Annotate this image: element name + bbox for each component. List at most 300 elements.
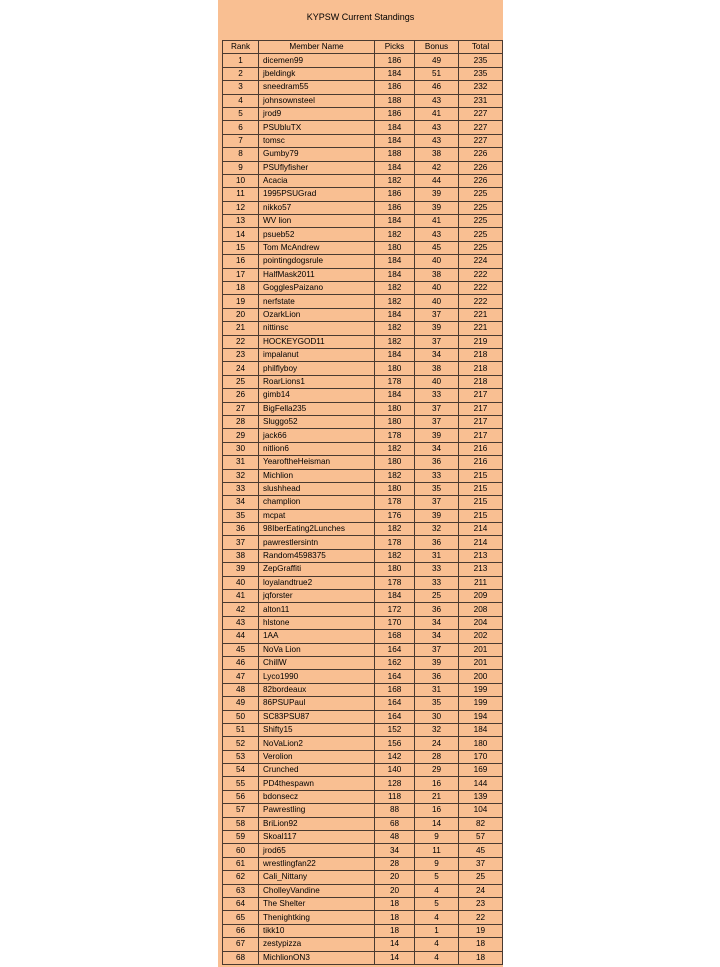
table-row — [223, 911, 503, 924]
bonus-cell: 45 — [415, 241, 459, 254]
picks-cell: 186 — [375, 107, 415, 120]
rank-cell: 64 — [223, 898, 259, 911]
table-row — [223, 764, 503, 777]
bonus-cell: 35 — [415, 697, 459, 710]
picks-cell: 172 — [375, 603, 415, 616]
rank-cell: 2 — [223, 67, 259, 80]
table-row — [223, 496, 503, 509]
picks-cell: 164 — [375, 670, 415, 683]
member-name-cell: tikk10 — [259, 924, 375, 937]
member-name-cell: Michlion — [259, 469, 375, 482]
table-row — [223, 831, 503, 844]
member-name-cell: PD4thespawn — [259, 777, 375, 790]
bonus-cell: 37 — [415, 308, 459, 321]
table-row — [223, 482, 503, 495]
total-cell: 217 — [459, 389, 503, 402]
total-cell: 226 — [459, 148, 503, 161]
total-cell: 225 — [459, 228, 503, 241]
total-cell: 214 — [459, 536, 503, 549]
picks-cell: 182 — [375, 469, 415, 482]
sheet-title: KYPSW Current Standings — [306, 12, 415, 22]
picks-cell: 182 — [375, 549, 415, 562]
total-cell: 219 — [459, 335, 503, 348]
rank-cell: 33 — [223, 482, 259, 495]
member-name-cell: HOCKEYGOD11 — [259, 335, 375, 348]
total-cell: 184 — [459, 723, 503, 736]
table-row — [223, 898, 503, 911]
member-name-cell: jbeldingk — [259, 67, 375, 80]
total-cell: 225 — [459, 201, 503, 214]
bonus-cell: 43 — [415, 94, 459, 107]
bonus-cell: 40 — [415, 295, 459, 308]
bonus-cell: 43 — [415, 121, 459, 134]
picks-cell: 176 — [375, 509, 415, 522]
picks-cell: 156 — [375, 737, 415, 750]
table-row — [223, 134, 503, 147]
bonus-cell: 41 — [415, 107, 459, 120]
bonus-cell: 9 — [415, 831, 459, 844]
member-name-cell: psueb52 — [259, 228, 375, 241]
rank-cell: 31 — [223, 456, 259, 469]
rank-cell: 26 — [223, 389, 259, 402]
total-cell: 232 — [459, 81, 503, 94]
member-name-cell: Random4598375 — [259, 549, 375, 562]
rank-cell: 68 — [223, 951, 259, 964]
table-row — [223, 509, 503, 522]
rank-cell: 36 — [223, 523, 259, 536]
total-cell: 215 — [459, 509, 503, 522]
rank-cell: 27 — [223, 402, 259, 415]
rank-cell: 5 — [223, 107, 259, 120]
bonus-cell: 33 — [415, 469, 459, 482]
total-cell: 208 — [459, 603, 503, 616]
rank-cell: 19 — [223, 295, 259, 308]
rank-cell: 20 — [223, 308, 259, 321]
picks-cell: 184 — [375, 308, 415, 321]
member-name-cell: RoarLions1 — [259, 375, 375, 388]
table-row — [223, 683, 503, 696]
member-name-cell: NoVa Lion — [259, 643, 375, 656]
rank-cell: 63 — [223, 884, 259, 897]
total-cell: 45 — [459, 844, 503, 857]
rank-cell: 14 — [223, 228, 259, 241]
member-name-cell: jrod9 — [259, 107, 375, 120]
member-name-cell: ZepGraffiti — [259, 563, 375, 576]
table-row — [223, 549, 503, 562]
picks-cell: 184 — [375, 67, 415, 80]
table-row — [223, 174, 503, 187]
picks-cell: 168 — [375, 630, 415, 643]
bonus-cell: 44 — [415, 174, 459, 187]
total-cell: 139 — [459, 790, 503, 803]
total-cell: 235 — [459, 54, 503, 67]
table-row — [223, 656, 503, 669]
table-row — [223, 697, 503, 710]
bonus-cell: 40 — [415, 255, 459, 268]
picks-cell: 164 — [375, 643, 415, 656]
picks-cell: 88 — [375, 804, 415, 817]
picks-cell: 182 — [375, 174, 415, 187]
total-cell: 24 — [459, 884, 503, 897]
total-cell: 200 — [459, 670, 503, 683]
total-cell: 224 — [459, 255, 503, 268]
header-member-name: Member Name — [259, 41, 375, 54]
picks-cell: 48 — [375, 831, 415, 844]
member-name-cell: loyalandtrue2 — [259, 576, 375, 589]
table-row — [223, 469, 503, 482]
member-name-cell: The Shelter — [259, 898, 375, 911]
bonus-cell: 9 — [415, 857, 459, 870]
picks-cell: 18 — [375, 911, 415, 924]
table-row — [223, 241, 503, 254]
bonus-cell: 42 — [415, 161, 459, 174]
member-name-cell: mcpat — [259, 509, 375, 522]
picks-cell: 168 — [375, 683, 415, 696]
rank-cell: 66 — [223, 924, 259, 937]
table-row — [223, 643, 503, 656]
rank-cell: 9 — [223, 161, 259, 174]
rank-cell: 10 — [223, 174, 259, 187]
bonus-cell: 49 — [415, 54, 459, 67]
total-cell: 204 — [459, 616, 503, 629]
bonus-cell: 51 — [415, 67, 459, 80]
total-cell: 215 — [459, 496, 503, 509]
rank-cell: 11 — [223, 188, 259, 201]
rank-cell: 22 — [223, 335, 259, 348]
bonus-cell: 40 — [415, 375, 459, 388]
table-row — [223, 429, 503, 442]
table-row — [223, 710, 503, 723]
picks-cell: 28 — [375, 857, 415, 870]
picks-cell: 18 — [375, 924, 415, 937]
bonus-cell: 31 — [415, 683, 459, 696]
rank-cell: 40 — [223, 576, 259, 589]
total-cell: 217 — [459, 429, 503, 442]
member-name-cell: YearoftheHeisman — [259, 456, 375, 469]
picks-cell: 182 — [375, 282, 415, 295]
rank-cell: 53 — [223, 750, 259, 763]
picks-cell: 140 — [375, 764, 415, 777]
total-cell: 225 — [459, 215, 503, 228]
table-row — [223, 348, 503, 361]
table-row — [223, 523, 503, 536]
rank-cell: 41 — [223, 590, 259, 603]
picks-cell: 14 — [375, 951, 415, 964]
rank-cell: 62 — [223, 871, 259, 884]
table-row — [223, 737, 503, 750]
header-rank: Rank — [223, 41, 259, 54]
member-name-cell: nittinsc — [259, 322, 375, 335]
rank-cell: 24 — [223, 362, 259, 375]
bonus-cell: 40 — [415, 282, 459, 295]
picks-cell: 186 — [375, 54, 415, 67]
member-name-cell: PSUflyfisher — [259, 161, 375, 174]
table-row — [223, 322, 503, 335]
picks-cell: 178 — [375, 429, 415, 442]
picks-cell: 184 — [375, 121, 415, 134]
bonus-cell: 39 — [415, 509, 459, 522]
table-row — [223, 161, 503, 174]
rank-cell: 39 — [223, 563, 259, 576]
bonus-cell: 32 — [415, 523, 459, 536]
bonus-cell: 39 — [415, 188, 459, 201]
picks-cell: 164 — [375, 697, 415, 710]
rank-cell: 60 — [223, 844, 259, 857]
member-name-cell: bdonsecz — [259, 790, 375, 803]
rank-cell: 18 — [223, 282, 259, 295]
member-name-cell: johnsownsteel — [259, 94, 375, 107]
table-row — [223, 844, 503, 857]
member-name-cell: Verolion — [259, 750, 375, 763]
rank-cell: 29 — [223, 429, 259, 442]
total-cell: 218 — [459, 348, 503, 361]
total-cell: 23 — [459, 898, 503, 911]
table-row — [223, 630, 503, 643]
bonus-cell: 33 — [415, 563, 459, 576]
table-row — [223, 817, 503, 830]
rank-cell: 7 — [223, 134, 259, 147]
table-row — [223, 616, 503, 629]
total-cell: 231 — [459, 94, 503, 107]
rank-cell: 56 — [223, 790, 259, 803]
picks-cell: 182 — [375, 335, 415, 348]
rank-cell: 16 — [223, 255, 259, 268]
member-name-cell: 98IberEating2Lunches — [259, 523, 375, 536]
total-cell: 218 — [459, 362, 503, 375]
rank-cell: 44 — [223, 630, 259, 643]
member-name-cell: nerfstate — [259, 295, 375, 308]
total-cell: 221 — [459, 308, 503, 321]
table-row — [223, 94, 503, 107]
member-name-cell: champlion — [259, 496, 375, 509]
bonus-cell: 37 — [415, 402, 459, 415]
total-cell: 209 — [459, 590, 503, 603]
bonus-cell: 33 — [415, 576, 459, 589]
table-row — [223, 563, 503, 576]
member-name-cell: nikko57 — [259, 201, 375, 214]
member-name-cell: Skoal117 — [259, 831, 375, 844]
total-cell: 104 — [459, 804, 503, 817]
table-row — [223, 951, 503, 964]
picks-cell: 184 — [375, 215, 415, 228]
picks-cell: 182 — [375, 228, 415, 241]
table-row — [223, 308, 503, 321]
picks-cell: 182 — [375, 322, 415, 335]
table-row — [223, 81, 503, 94]
table-row — [223, 804, 503, 817]
member-name-cell: pawrestlersintn — [259, 536, 375, 549]
rank-cell: 3 — [223, 81, 259, 94]
bonus-cell: 32 — [415, 723, 459, 736]
standings-body — [223, 54, 503, 965]
rank-cell: 6 — [223, 121, 259, 134]
bonus-cell: 5 — [415, 898, 459, 911]
total-cell: 225 — [459, 241, 503, 254]
table-row — [223, 107, 503, 120]
rank-cell: 1 — [223, 54, 259, 67]
member-name-cell: wrestlingfan22 — [259, 857, 375, 870]
bonus-cell: 37 — [415, 335, 459, 348]
table-row — [223, 670, 503, 683]
bonus-cell: 38 — [415, 148, 459, 161]
total-cell: 214 — [459, 523, 503, 536]
member-name-cell: NoVaLion2 — [259, 737, 375, 750]
total-cell: 226 — [459, 161, 503, 174]
picks-cell: 184 — [375, 161, 415, 174]
bonus-cell: 25 — [415, 590, 459, 603]
member-name-cell: Sluggo52 — [259, 415, 375, 428]
table-row — [223, 576, 503, 589]
total-cell: 213 — [459, 563, 503, 576]
header-total: Total — [459, 41, 503, 54]
bonus-cell: 24 — [415, 737, 459, 750]
rank-cell: 12 — [223, 201, 259, 214]
member-name-cell: pointingdogsrule — [259, 255, 375, 268]
table-row — [223, 268, 503, 281]
member-name-cell: BriLion92 — [259, 817, 375, 830]
total-cell: 222 — [459, 268, 503, 281]
member-name-cell: impalanut — [259, 348, 375, 361]
table-row — [223, 335, 503, 348]
member-name-cell: 1AA — [259, 630, 375, 643]
rank-cell: 48 — [223, 683, 259, 696]
rank-cell: 49 — [223, 697, 259, 710]
rank-cell: 32 — [223, 469, 259, 482]
member-name-cell: Cali_Nittany — [259, 871, 375, 884]
bonus-cell: 28 — [415, 750, 459, 763]
table-row — [223, 362, 503, 375]
member-name-cell: 1995PSUGrad — [259, 188, 375, 201]
member-name-cell: GogglesPaizano — [259, 282, 375, 295]
member-name-cell: alton11 — [259, 603, 375, 616]
rank-cell: 67 — [223, 938, 259, 951]
table-row — [223, 884, 503, 897]
rank-cell: 47 — [223, 670, 259, 683]
picks-cell: 34 — [375, 844, 415, 857]
picks-cell: 184 — [375, 268, 415, 281]
member-name-cell: philflyboy — [259, 362, 375, 375]
rank-cell: 28 — [223, 415, 259, 428]
picks-cell: 128 — [375, 777, 415, 790]
total-cell: 169 — [459, 764, 503, 777]
picks-cell: 186 — [375, 201, 415, 214]
rank-cell: 58 — [223, 817, 259, 830]
total-cell: 170 — [459, 750, 503, 763]
picks-cell: 20 — [375, 884, 415, 897]
total-cell: 227 — [459, 107, 503, 120]
picks-cell: 186 — [375, 81, 415, 94]
picks-cell: 186 — [375, 188, 415, 201]
rank-cell: 17 — [223, 268, 259, 281]
total-cell: 201 — [459, 656, 503, 669]
total-cell: 22 — [459, 911, 503, 924]
rank-cell: 42 — [223, 603, 259, 616]
header-picks: Picks — [375, 41, 415, 54]
rank-cell: 38 — [223, 549, 259, 562]
table-row — [223, 67, 503, 80]
member-name-cell: Acacia — [259, 174, 375, 187]
total-cell: 82 — [459, 817, 503, 830]
total-cell: 213 — [459, 549, 503, 562]
bonus-cell: 36 — [415, 603, 459, 616]
rank-cell: 30 — [223, 442, 259, 455]
picks-cell: 68 — [375, 817, 415, 830]
member-name-cell: BigFella235 — [259, 402, 375, 415]
header-bonus: Bonus — [415, 41, 459, 54]
total-cell: 217 — [459, 402, 503, 415]
member-name-cell: slushhead — [259, 482, 375, 495]
picks-cell: 180 — [375, 241, 415, 254]
bonus-cell: 1 — [415, 924, 459, 937]
rank-cell: 43 — [223, 616, 259, 629]
bonus-cell: 38 — [415, 268, 459, 281]
picks-cell: 118 — [375, 790, 415, 803]
member-name-cell: Pawrestling — [259, 804, 375, 817]
table-row — [223, 188, 503, 201]
table-row — [223, 148, 503, 161]
picks-cell: 178 — [375, 576, 415, 589]
total-cell: 222 — [459, 295, 503, 308]
picks-cell: 184 — [375, 134, 415, 147]
total-cell: 215 — [459, 482, 503, 495]
bonus-cell: 37 — [415, 643, 459, 656]
table-row — [223, 402, 503, 415]
picks-cell: 178 — [375, 375, 415, 388]
total-cell: 216 — [459, 456, 503, 469]
member-name-cell: hlstone — [259, 616, 375, 629]
rank-cell: 45 — [223, 643, 259, 656]
member-name-cell: 82bordeaux — [259, 683, 375, 696]
total-cell: 199 — [459, 683, 503, 696]
total-cell: 235 — [459, 67, 503, 80]
total-cell: 19 — [459, 924, 503, 937]
bonus-cell: 33 — [415, 389, 459, 402]
picks-cell: 184 — [375, 348, 415, 361]
rank-cell: 13 — [223, 215, 259, 228]
picks-cell: 182 — [375, 523, 415, 536]
member-name-cell: sneedram55 — [259, 81, 375, 94]
table-row — [223, 590, 503, 603]
bonus-cell: 4 — [415, 951, 459, 964]
picks-cell: 182 — [375, 442, 415, 455]
member-name-cell: 86PSUPaul — [259, 697, 375, 710]
rank-cell: 65 — [223, 911, 259, 924]
bonus-cell: 16 — [415, 777, 459, 790]
bonus-cell: 35 — [415, 482, 459, 495]
member-name-cell: PSUbluTX — [259, 121, 375, 134]
total-cell: 216 — [459, 442, 503, 455]
bonus-cell: 4 — [415, 911, 459, 924]
table-row — [223, 415, 503, 428]
rank-cell: 34 — [223, 496, 259, 509]
total-cell: 199 — [459, 697, 503, 710]
total-cell: 217 — [459, 415, 503, 428]
member-name-cell: Shifty15 — [259, 723, 375, 736]
picks-cell: 188 — [375, 148, 415, 161]
table-row — [223, 201, 503, 214]
picks-cell: 178 — [375, 536, 415, 549]
member-name-cell: jqforster — [259, 590, 375, 603]
rank-cell: 4 — [223, 94, 259, 107]
rank-cell: 25 — [223, 375, 259, 388]
rank-cell: 59 — [223, 831, 259, 844]
picks-cell: 162 — [375, 656, 415, 669]
table-row — [223, 723, 503, 736]
picks-cell: 180 — [375, 402, 415, 415]
table-row — [223, 228, 503, 241]
total-cell: 225 — [459, 188, 503, 201]
picks-cell: 18 — [375, 898, 415, 911]
